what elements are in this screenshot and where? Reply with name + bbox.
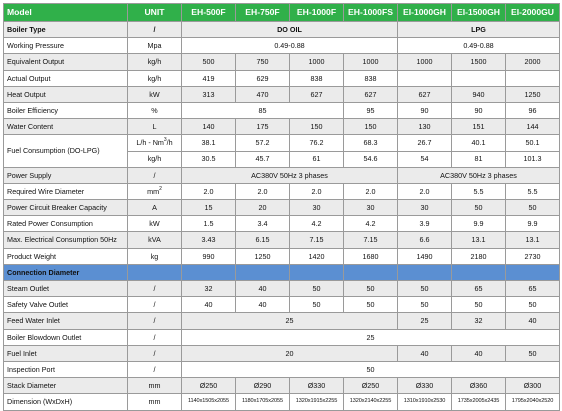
cell-value: 30.5	[182, 151, 236, 167]
row-working-pressure	[4, 38, 560, 54]
cell-value: 7.15	[290, 232, 344, 248]
cell-value: Ø330	[398, 378, 452, 394]
section-fill	[182, 264, 236, 280]
row-inspection-port	[4, 361, 560, 377]
header-model: Model	[4, 4, 128, 22]
row-unit: kVA	[128, 232, 182, 248]
cell-value: 50	[506, 345, 560, 361]
cell-value: 57.2	[236, 135, 290, 151]
row-label: Power Circuit Breaker Capacity	[4, 200, 128, 216]
cell-value: 54	[398, 151, 452, 167]
cell-value: 40.1	[452, 135, 506, 151]
cell-value: 32	[452, 313, 506, 329]
row-unit: /	[128, 361, 182, 377]
unit-text: /h	[166, 138, 173, 148]
cell-value: 838	[290, 70, 344, 86]
row-rated-power	[4, 216, 560, 232]
row-steam-outlet	[4, 281, 560, 297]
cell-value: 50	[398, 297, 452, 313]
section-fill	[452, 264, 506, 280]
row-boiler-efficiency	[4, 102, 560, 118]
unit-superscript: 2	[159, 185, 162, 192]
row-dimension	[4, 394, 560, 410]
cell-value: 419	[182, 70, 236, 86]
cell-value: 15	[182, 200, 236, 216]
cell-value: 50.1	[506, 135, 560, 151]
cell-value: 990	[182, 248, 236, 264]
row-label: Feed Water Inlet	[4, 313, 128, 329]
cell-value: 13.1	[506, 232, 560, 248]
cell-value: 81	[452, 151, 506, 167]
cell-value: 4.2	[344, 216, 398, 232]
cell-value: 50	[290, 297, 344, 313]
row-unit: kg	[128, 248, 182, 264]
section-fill	[128, 264, 182, 280]
header-eh-1000fs: EH-1000FS	[344, 4, 398, 22]
cell-value: 1250	[506, 86, 560, 102]
cell-value: 30	[344, 200, 398, 216]
cell-value: 68.3	[344, 135, 398, 151]
cell-value: 150	[290, 119, 344, 135]
row-fuel-consumption-volume	[4, 135, 560, 151]
row-label: Safety Valve Outlet	[4, 297, 128, 313]
unit-superscript: 3	[163, 137, 167, 144]
unit-text: L/h - Nm	[136, 138, 164, 148]
row-label: Fuel Inlet	[4, 345, 128, 361]
cell-value: 90	[452, 102, 506, 118]
cell-value: 2180	[452, 248, 506, 264]
cell-value: AC380V 50Hz 3 phases	[398, 167, 560, 183]
cell-value: 7.15	[344, 232, 398, 248]
header-unit: UNIT	[128, 4, 182, 22]
row-label: Boiler Type	[4, 22, 128, 38]
cell-value: 65	[452, 281, 506, 297]
cell-value: 0.49-0.88	[398, 38, 560, 54]
cell-value: 50	[398, 281, 452, 297]
header-row	[4, 4, 560, 22]
cell-value: 76.2	[290, 135, 344, 151]
cell-value: 144	[506, 119, 560, 135]
row-label: Boiler Efficiency	[4, 102, 128, 118]
cell-value: 2730	[506, 248, 560, 264]
row-label: Max. Electrical Consumption 50Hz	[4, 232, 128, 248]
cell-value: 5.5	[506, 183, 560, 199]
row-unit: kg/h	[128, 70, 182, 86]
cell-value: 1000	[344, 54, 398, 70]
cell-value: 3.43	[182, 232, 236, 248]
cell-value: Ø300	[506, 378, 560, 394]
cell-value: 1.5	[182, 216, 236, 232]
cell-value	[452, 70, 506, 86]
row-unit: /	[128, 281, 182, 297]
cell-value: 25	[182, 313, 398, 329]
cell-value: 50	[290, 281, 344, 297]
row-unit	[128, 183, 182, 199]
cell-value: 470	[236, 86, 290, 102]
cell-value: 90	[398, 102, 452, 118]
row-unit	[128, 135, 182, 151]
cell-value: 1320x2140x2255	[344, 394, 398, 410]
row-label: Inspection Port	[4, 361, 128, 377]
section-connection-diameter	[4, 264, 560, 280]
cell-value: 5.5	[452, 183, 506, 199]
cell-value: 50	[452, 200, 506, 216]
cell-value: 1250	[236, 248, 290, 264]
cell-value: 0.49-0.88	[182, 38, 398, 54]
cell-value: 1420	[290, 248, 344, 264]
row-water-content	[4, 119, 560, 135]
cell-value	[398, 70, 452, 86]
cell-value: 3.4	[236, 216, 290, 232]
cell-value: 50	[506, 297, 560, 313]
cell-value: 85	[182, 102, 344, 118]
cell-value: 54.6	[344, 151, 398, 167]
row-unit: /	[128, 329, 182, 345]
section-fill	[506, 264, 560, 280]
cell-value: 2.0	[182, 183, 236, 199]
cell-value: 61	[290, 151, 344, 167]
cell-value: 4.2	[290, 216, 344, 232]
cell-value: 26.7	[398, 135, 452, 151]
cell-value: 1680	[344, 248, 398, 264]
cell-value: 2.0	[344, 183, 398, 199]
cell-value: 13.1	[452, 232, 506, 248]
cell-value: 1320x1915x2255	[290, 394, 344, 410]
row-heat-output	[4, 86, 560, 102]
row-label: Actual Output	[4, 70, 128, 86]
cell-value: 627	[290, 86, 344, 102]
cell-value: 1500	[452, 54, 506, 70]
header-ei-2000gu: EI-2000GU	[506, 4, 560, 22]
cell-value: 140	[182, 119, 236, 135]
row-unit: kg/h	[128, 151, 182, 167]
header-eh-500f: EH-500F	[182, 4, 236, 22]
cell-value: 750	[236, 54, 290, 70]
cell-value: 40	[236, 281, 290, 297]
row-label: Steam Outlet	[4, 281, 128, 297]
row-max-electrical	[4, 232, 560, 248]
row-unit: /	[128, 167, 182, 183]
header-ei-1500gh: EI-1500GH	[452, 4, 506, 22]
cell-value: Ø330	[290, 378, 344, 394]
row-label: Fuel Consumption (DO-LPG)	[4, 135, 128, 167]
section-fill	[398, 264, 452, 280]
row-product-weight	[4, 248, 560, 264]
row-power-supply	[4, 167, 560, 183]
fuel-type-oil: DO OIL	[182, 22, 398, 38]
row-unit: /	[128, 297, 182, 313]
row-actual-output	[4, 70, 560, 86]
cell-value: Ø250	[344, 378, 398, 394]
cell-value: 50	[182, 361, 560, 377]
row-unit: kg/h	[128, 54, 182, 70]
row-label: Rated Power Consumption	[4, 216, 128, 232]
row-label: Stack Diameter	[4, 378, 128, 394]
cell-value: 500	[182, 54, 236, 70]
row-unit: /	[128, 313, 182, 329]
cell-value: 50	[506, 200, 560, 216]
cell-value: 38.1	[182, 135, 236, 151]
cell-value: 313	[182, 86, 236, 102]
cell-value: 65	[506, 281, 560, 297]
cell-value: 96	[506, 102, 560, 118]
cell-value: 940	[452, 86, 506, 102]
boiler-spec-table	[3, 3, 560, 411]
row-label: Equivalent Output	[4, 54, 128, 70]
row-label: Required Wire Diameter	[4, 183, 128, 199]
cell-value: Ø290	[236, 378, 290, 394]
cell-value: 9.9	[506, 216, 560, 232]
cell-value: 627	[398, 86, 452, 102]
cell-value: 629	[236, 70, 290, 86]
row-unit: kW	[128, 86, 182, 102]
cell-value: 1735x2005x2435	[452, 394, 506, 410]
section-title: Connection Diameter	[4, 264, 128, 280]
cell-value: 1795x2040x2520	[506, 394, 560, 410]
cell-value	[506, 70, 560, 86]
row-unit: kW	[128, 216, 182, 232]
cell-value: 50	[452, 297, 506, 313]
cell-value: 2.0	[290, 183, 344, 199]
row-stack-diameter	[4, 378, 560, 394]
cell-value: 838	[344, 70, 398, 86]
section-fill	[344, 264, 398, 280]
cell-value: 25	[398, 313, 452, 329]
cell-value: 1490	[398, 248, 452, 264]
cell-value: 1180x1705x2055	[236, 394, 290, 410]
row-equivalent-output	[4, 54, 560, 70]
row-unit: L	[128, 119, 182, 135]
cell-value: 1140x1505x2055	[182, 394, 236, 410]
row-unit: Mpa	[128, 38, 182, 54]
row-unit: mm	[128, 378, 182, 394]
cell-value: 9.9	[452, 216, 506, 232]
section-fill	[290, 264, 344, 280]
row-blowdown-outlet	[4, 329, 560, 345]
row-feed-water-inlet	[4, 313, 560, 329]
cell-value: 30	[398, 200, 452, 216]
row-required-wire-diameter	[4, 183, 560, 199]
row-label: Heat Output	[4, 86, 128, 102]
cell-value: 150	[344, 119, 398, 135]
cell-value: AC380V 50Hz 3 phases	[182, 167, 398, 183]
cell-value: 20	[236, 200, 290, 216]
header-ei-1000gh: EI-1000GH	[398, 4, 452, 22]
cell-value: 1310x1910x2530	[398, 394, 452, 410]
cell-value: 130	[398, 119, 452, 135]
cell-value: 2.0	[398, 183, 452, 199]
cell-value: 40	[236, 297, 290, 313]
cell-value: 50	[344, 281, 398, 297]
cell-value: 3.9	[398, 216, 452, 232]
cell-value: 25	[182, 329, 560, 345]
row-label: Boiler Blowdown Outlet	[4, 329, 128, 345]
header-eh-750f: EH-750F	[236, 4, 290, 22]
row-breaker-capacity	[4, 200, 560, 216]
row-unit: A	[128, 200, 182, 216]
cell-value: Ø250	[182, 378, 236, 394]
cell-value: 2.0	[236, 183, 290, 199]
cell-value: 30	[290, 200, 344, 216]
cell-value: 6.6	[398, 232, 452, 248]
cell-value: 20	[182, 345, 398, 361]
row-label: Dimension (WxDxH)	[4, 394, 128, 410]
cell-value: 32	[182, 281, 236, 297]
row-label: Power Supply	[4, 167, 128, 183]
fuel-type-lpg: LPG	[398, 22, 560, 38]
cell-value: 1000	[398, 54, 452, 70]
cell-value: 95	[344, 102, 398, 118]
row-unit: /	[128, 345, 182, 361]
row-label: Working Pressure	[4, 38, 128, 54]
row-fuel-inlet	[4, 345, 560, 361]
cell-value: 40	[398, 345, 452, 361]
row-label: Water Content	[4, 119, 128, 135]
row-label: Product Weight	[4, 248, 128, 264]
cell-value: 45.7	[236, 151, 290, 167]
row-unit: %	[128, 102, 182, 118]
row-unit: mm	[128, 394, 182, 410]
cell-value: 50	[344, 297, 398, 313]
cell-value: 627	[344, 86, 398, 102]
cell-value: 175	[236, 119, 290, 135]
section-fill	[236, 264, 290, 280]
cell-value: 40	[506, 313, 560, 329]
cell-value: 40	[452, 345, 506, 361]
header-eh-1000f: EH-1000F	[290, 4, 344, 22]
cell-value: 40	[182, 297, 236, 313]
cell-value: 6.15	[236, 232, 290, 248]
cell-value: Ø360	[452, 378, 506, 394]
cell-value: 2000	[506, 54, 560, 70]
cell-value: 101.3	[506, 151, 560, 167]
unit-text: mm	[147, 186, 160, 196]
row-boiler-type	[4, 22, 560, 38]
cell-value: 151	[452, 119, 506, 135]
row-safety-valve-outlet	[4, 297, 560, 313]
cell-value: 1000	[290, 54, 344, 70]
row-unit: /	[128, 22, 182, 38]
